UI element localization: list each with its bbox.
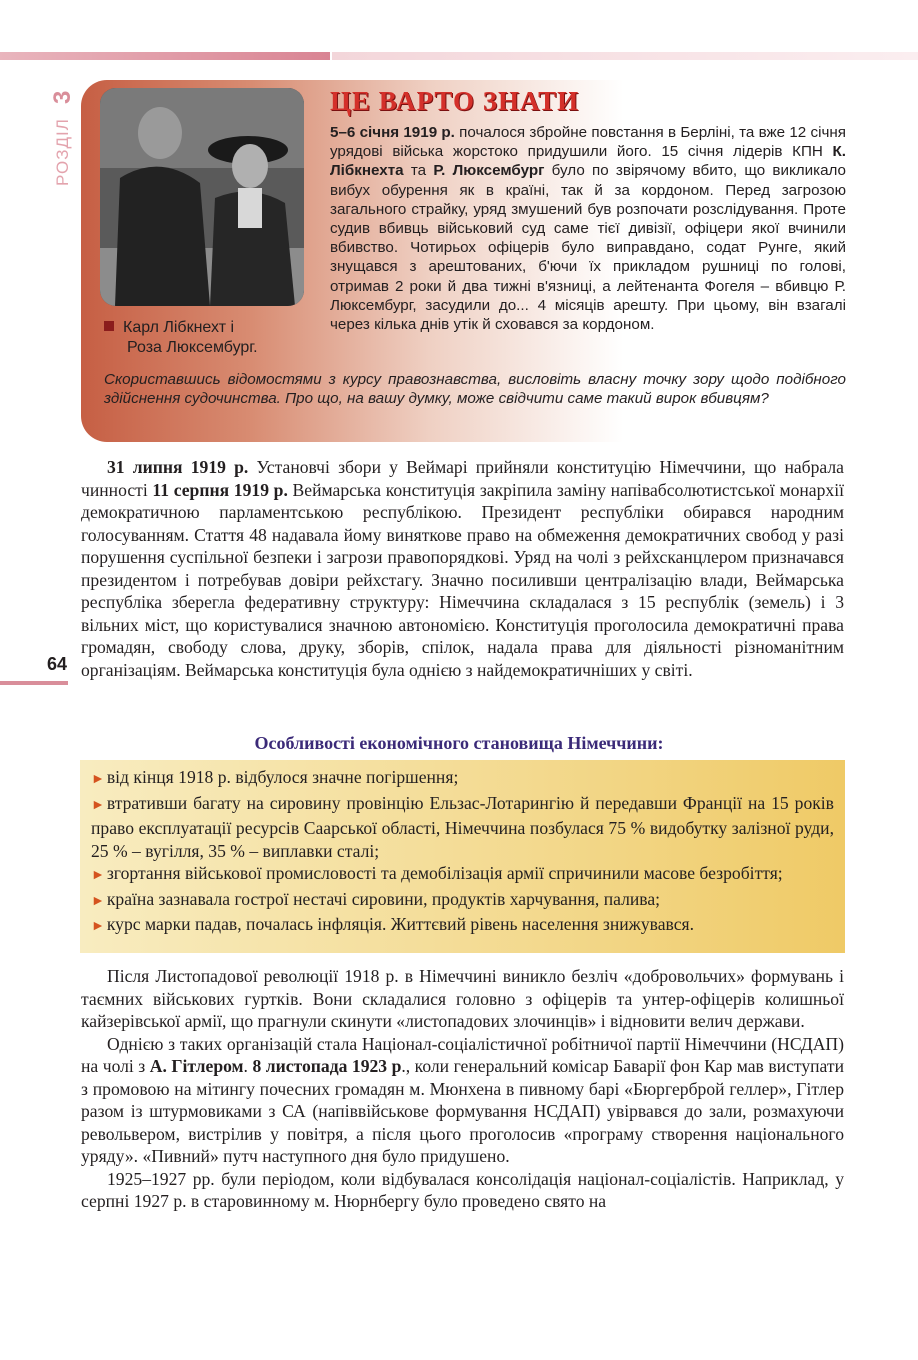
page-number-text: 64 <box>47 654 68 674</box>
page-number-bar <box>0 681 68 685</box>
triangle-bullet-icon: ► <box>91 772 105 787</box>
section-label-text: РОЗДІЛ <box>53 118 72 186</box>
date-november-1923: 8 листопада 1923 р <box>252 1056 402 1076</box>
photo-caption <box>104 318 319 358</box>
main-text-lower <box>81 965 844 1213</box>
caption-square-icon <box>104 321 114 331</box>
date-august-1919: 11 серпня 1919 р. <box>152 479 288 500</box>
econ-item: ► курс марки падав, почалась інфляція. Життєвий рівень населення знижувався. <box>91 914 695 934</box>
triangle-bullet-icon: ► <box>91 893 105 909</box>
fact-name-luxemburg: Р. Люксембург <box>433 162 545 180</box>
econ-item: ► від кінця 1918 р. відбулося значне погіршення; <box>91 767 459 787</box>
caption-line2: Роза Люксембург. <box>127 339 258 356</box>
triangle-bullet-icon: ► <box>91 919 105 934</box>
top-decor-bar-right <box>332 52 918 60</box>
econ-item: ► згортання військової промисловості та демобілізація армії спричинили масове безробіття; <box>91 863 783 883</box>
fact-name-liebknecht: К. Лібкнехта <box>330 143 846 180</box>
econ-heading: Особливості економічного становища Німеччини: <box>254 733 664 753</box>
fact-box-question: Скориставшись відомостями з курсу правознавства, висловіть власну точку зору щодо подібного здійснення судочинства. Про що, на вашу думку, може свідчити саме такий вирок вбивцям? <box>104 371 846 408</box>
name-hitler: А. Гітлером <box>149 1056 244 1076</box>
paragraph-constitution: 31 липня 1919 р. Установчі збори у Веймарі прийняли конституцію Німеччини, що набрала чинності 11 серпня 1919 р. Веймарська конституція закріпила заміну напівабсолютистської монархії демократичною парламентською республікою. Президент республіки обирався народним голосуванням. Стаття 48 надавала йому виняткове право на обмеження демократичних свобод у разі порушення суспільної безпеки і загрози правопорядкові. Уряд на чолі з рейхсканцлером призначався президентом і потребував довіри рейхстагу. Значно посиливши централізацію влади, Веймарська республіка зберегла федеративну структуру: Німеччина складалася з 15 республік (земель) і 3 вільних міст, що користувалися значною автономією. Конституція проголосила демократичні права громадян, свободу слова, друку, зборів, спілок, надала права для діяльності різноманітним організаціям. Веймарська конституція була однією з найдемократичніших у світі. <box>81 457 844 680</box>
date-july-1919: 31 липня 1919 р. <box>107 457 249 477</box>
section-number: 3 <box>49 90 76 104</box>
page-number <box>0 654 70 682</box>
fact-date: 5–6 січня 1919 р. <box>330 124 455 141</box>
triangle-bullet-icon: ► <box>91 797 105 813</box>
econ-list <box>91 766 834 939</box>
caption-line1: Карл Лібкнехт і <box>123 319 235 336</box>
triangle-bullet-icon: ► <box>91 868 105 883</box>
econ-item: ► втративши багату на сировину провінцію Ельзас-Лотарингію й передавши Франції на 15 років право експлуатації ресурсів Саарської області, Німеччина позбулася 75 % видобутку залізної руди, 25 % – вугілля, 35 % – виплавки сталі; <box>91 792 834 861</box>
paragraph-volunteer-units: Після Листопадової революції 1918 р. в Німеччині виникло безліч «добровольчих» формувань і таємних військових гуртків. Вони складалися головно з офіцерів та унтер-офіцерів колишньої кайзерівської армії, що прагнули скинути «листопадових злочинців» і відновити велич держави. <box>81 966 844 1031</box>
historical-photo <box>100 88 304 306</box>
paragraph-nsdap: Однією з таких організацій стала Націонал-соціалістичної робітничої партії Німеччини (НСДАП) на чолі з А. Гітлером. 8 листопада 1923 р., коли генеральний комісар Баварії фон Кар мав виступати з промовою на мітингу почесних громадян м. Мюнхена в пивному барі «Бюргерброй геллер», Гітлер разом із штурмовиками з СА (напіввійськове формування НСДАП) увірвався до зали, розмахуючи револьвером, вистрілив у повітря, а після цього проголосив «програму створення національного уряду». «Пивний» путч наступного дня було придушено. <box>81 1033 845 1166</box>
paragraph-consolidation: 1925–1927 рр. були періодом, коли відбувалася консолідація націонал-соціалістів. Наприклад, у серпні 1927 р. в старовинному м. Нюрнбергу було проведено свято на <box>81 1168 844 1211</box>
fact-box-title: ЦЕ ВАРТО ЗНАТИ <box>330 86 580 116</box>
top-decor-bar-left <box>0 52 330 60</box>
econ-item: ► країна зазнавала гострої нестачі сировини, продуктів харчування, палива; <box>91 888 661 909</box>
fact-box-text: 5–6 січня 1919 р. почалося збройне повстання в Берліні, та вже 12 січня урядові війська жорстоко придушили його. 15 січня лідерів КПН К. Лібкнехта та Р. Люксембург було по звірячому вбито, що викликало вибух обурення як в країні, так й за кордоном. Перед загрозою загального страйку, уряд змушений був розпочати розслідування. Проте судив вбивць військовий суд саме тієї дивізії, офіцери якої вчинили вбивство. Чотирьох офіцерів було виправдано, содат Рунге, який знущався з арештованих, б'ючи їх прикладом рушниці по голові, отримав 2 роки й два тижні в'язниці, а лейтенанта Фогеля – вбивцю Р. Люксембург, засудили до... 4 місяців арешту. При цьому, він взагалі через кілька днів утік й сховався за кордоном. <box>330 124 847 334</box>
section-label <box>44 78 76 188</box>
